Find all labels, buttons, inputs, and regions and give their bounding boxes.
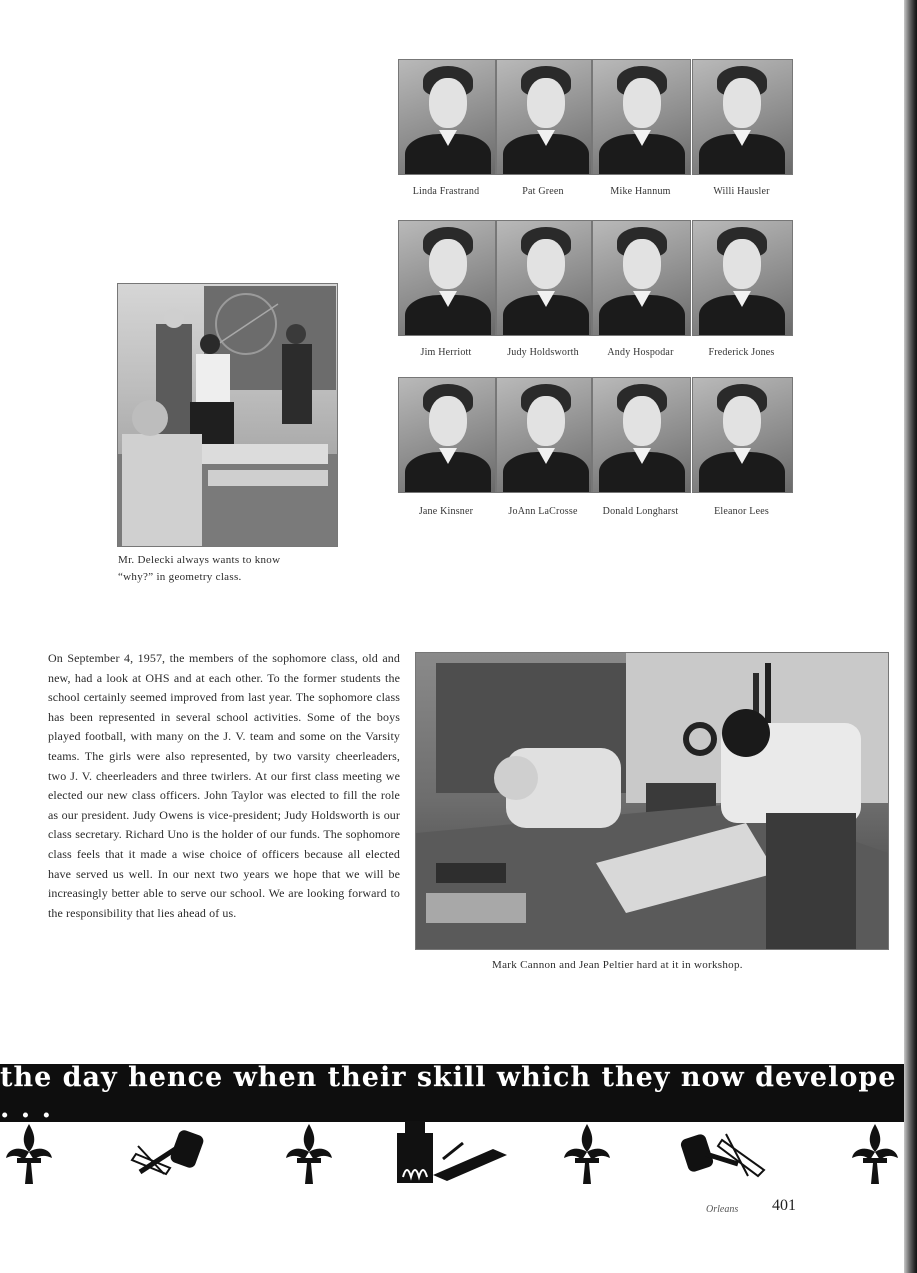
portrait-photo [496,59,592,175]
portrait-caption: Jim Herriott [420,347,472,358]
binding-edge [904,0,917,1273]
portrait-caption: Eleanor Lees [714,506,769,517]
portrait-caption: Linda Frastrand [412,186,480,197]
workshop-illustration [416,653,888,949]
portrait-caption: Jane Kinsner [418,506,474,517]
portrait-photo [692,220,793,336]
portrait-caption: Andy Hospodar [607,347,674,358]
portrait-photo [398,59,496,175]
fleur-de-lis-icon [284,1122,334,1186]
fleur-de-lis-icon [850,1122,900,1186]
classroom-caption-line: Mr. Delecki always wants to know [118,554,281,566]
portrait-photo [496,377,592,493]
portrait-photo [592,220,691,336]
portrait-caption: Frederick Jones [708,347,775,358]
portrait-caption: JoAnn LaCrosse [508,506,578,517]
portrait-caption: Donald Longharst [602,506,679,517]
fleur-de-lis-icon [562,1122,612,1186]
banner-text: the day hence when their skill which they now develope . . . [0,1062,897,1124]
portrait-caption: Judy Holdsworth [507,347,579,358]
banner [0,1064,904,1122]
classroom-illustration [118,284,337,546]
portrait-photo [692,377,793,493]
portrait-photo [592,59,691,175]
classroom-caption [118,552,348,586]
forge-trowel-icon [383,1119,511,1185]
portrait-photo [692,59,793,175]
workshop-caption: Mark Cannon and Jean Peltier hard at it in workshop. [492,959,743,971]
classroom-photo [117,283,338,547]
portrait-photo [592,377,691,493]
portrait-caption: Willi Hausler [713,186,770,197]
mallet-tools-icon [678,1124,768,1180]
page-number: 401 [772,1197,796,1214]
workshop-photo [415,652,889,950]
portrait-caption: Mike Hannum [610,186,671,197]
fleur-de-lis-icon [4,1122,54,1186]
portrait-photo [398,377,496,493]
classroom-caption-line: “why?” in geometry class. [118,571,242,583]
portrait-photo [496,220,592,336]
class-history-paragraph: On September 4, 1957, the members of the sophomore class, old and new, had a look at OHS and at each other. To the former students the school certainly seemed improved from last year. The sophomore class has been represented in several school activities. Some of the boys played football, with many on the J. V. team and some on the Varsity teams. The girls were also represented, by two varsity cheerleaders, two J. V. cheerleaders and three twirlers. At our first class meeting we elected our new class officers. John Taylor was elected to fill the role as our president. Judy Owens is vice-president; Judy Holdsworth is our class secretary. Richard Uno is the holder of our funds. The sophomore class feels that it made a wise choice of officers because all elected have served us well. In our next two years we hope that we will be increasingly better able to serve our school. We are looking forward to the responsibility that lies ahead of us. [48,651,400,920]
portrait-photo [398,220,496,336]
footer-yearbook-name: Orleans [706,1204,739,1215]
portrait-caption: Pat Green [522,186,564,197]
tools-icon [130,1124,214,1180]
